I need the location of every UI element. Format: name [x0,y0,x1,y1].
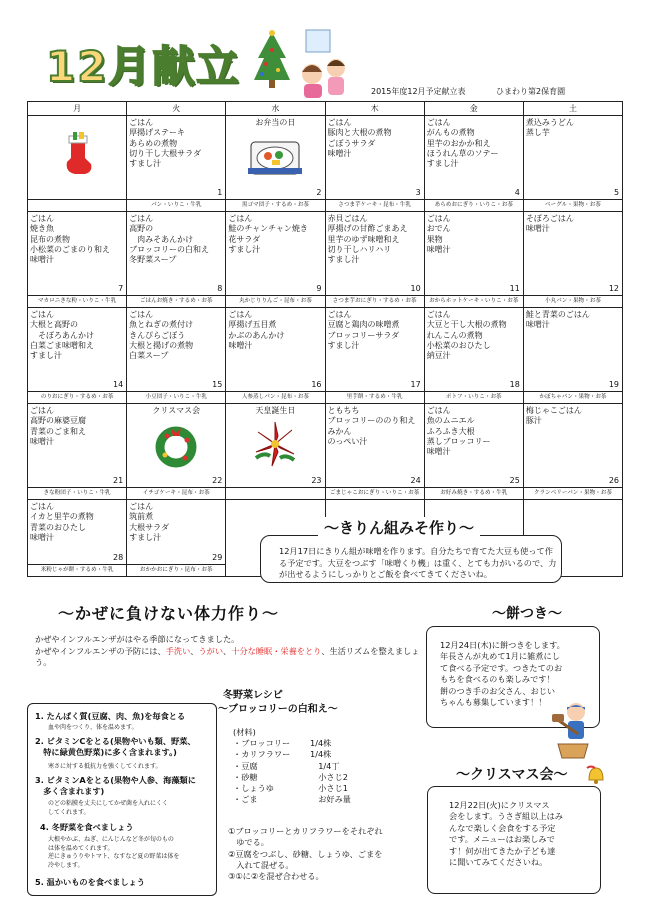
christmas-party-title: ～クリスマス会～ [456,767,568,783]
day-snack: のりおにぎり・するめ・お茶 [28,391,126,403]
day-menu [127,212,225,295]
kirin-miso-title: ～きりん組みそ作り～ [318,517,480,538]
day-menu [28,212,126,295]
day-number: 16 [311,379,322,389]
weekday-thu: 木 [326,102,425,115]
calendar-day-cell [425,404,524,499]
menu-items: 鮭と青菜のごはん 味噌汁 [525,310,590,330]
menu-calendar [27,101,623,577]
calendar-day-cell [226,116,325,211]
ingredient-row [233,761,351,772]
calendar-day-cell [425,212,524,307]
calendar-day-cell [127,212,226,307]
day-menu [326,308,424,391]
ingredient-name: ・ブロッコリー [233,738,291,749]
ingredient-row [233,738,351,749]
mochi-text: 12月24日(木)に餅つきをします。 年長さんが丸めて1月に雑煮にし て食べる予定です。つきたてのお もちを食べるのも楽しみです！ 餅のつき手のお父さん、おじい ちゃんも募集しています！！ [440,640,565,708]
tip-3-heading: 3. ビタミンAをとる(果物や人参、海藻類に 多く含まれます) [35,775,196,796]
day-number: 4 [514,187,520,197]
day-number: 19 [608,379,620,389]
calendar-day-cell [28,116,127,211]
tip-1-detail: 血や肉をつくり、体を温めます。 [48,724,138,731]
day-number: 9 [316,283,322,293]
calendar-week [27,211,623,307]
day-number: 24 [410,475,421,485]
calendar-day-cell [524,308,622,403]
calendar-day-cell [425,308,524,403]
day-snack: 小豆団子・いりこ・牛乳 [127,391,225,403]
day-menu [524,308,622,391]
day-snack: 里芋餅・するめ・牛乳 [326,391,424,403]
day-menu [28,116,126,199]
menu-items: ごはん 厚揚げステーキ あらめの煮物 切り干し大根サラダ すまし汁 [129,118,202,169]
calendar-weeks [27,115,623,577]
menu-items: ごはん がんもの煮物 里芋のおかか和え ほうれん草のソテー すまし汁 [426,118,499,169]
day-menu [425,212,523,295]
day-menu [28,308,126,391]
day-menu [127,500,225,564]
menu-items: ごはん 鮭のチャンチャン焼き 花サラダ すまし汁 [228,214,308,254]
tip-4-detail: 大根やかぶ、ねぎ、にんじんなど冬が旬のもの は体を温めてくれます。 逆にきゅうりやトマト、なすなど夏の野菜は体を 冷やします。 [48,836,180,869]
ingredient-row [233,794,351,805]
day-menu [127,404,225,487]
day-snack: 人参蒸しパン・昆布・お茶 [226,391,324,403]
cold-intro-sep2: 、 [223,645,232,656]
day-snack: 米粉じゃが餅・するめ・牛乳 [28,564,126,576]
day-menu [226,404,324,487]
ingredient-qty: お好み量 [310,794,351,805]
calendar-day-cell [425,116,524,211]
calendar-day-cell [127,404,226,499]
day-menu [226,308,324,391]
day-event: 天皇誕生日 [255,406,296,415]
weekday-tue: 火 [127,102,226,115]
ingredient-name: ・しょうゆ [233,783,274,794]
day-menu [524,116,622,199]
day-menu [127,308,225,391]
tip-3-detail: のどの粘膜を丈夫にしてかぜ菌を入れにくく してくれます。 [48,800,169,816]
day-number: 25 [509,475,520,485]
day-snack: あらめおにぎり・いりこ・お茶 [425,199,523,211]
calendar-day-cell [226,404,325,499]
bento-box-icon [248,138,302,178]
day-snack: きな粉団子・いりこ・牛乳 [28,487,126,499]
day-event: クリスマス会 [152,406,201,415]
day-snack: ごまじゃこおにぎり・いりこ・お茶 [326,487,424,499]
ingredient-qty: 1/4丁 [310,760,340,771]
weekday-fri: 金 [425,102,524,115]
calendar-day-cell [326,404,425,499]
menu-items: ともちち ブロッコリーののり和え みかん のっぺい汁 [327,406,416,446]
christmas-tree-children-illustration [250,28,355,100]
school-name: ひまわり第2保育園 [496,87,566,96]
ingredient-qty: 1/4株 [310,738,332,749]
day-number: 15 [212,379,223,389]
day-menu [326,116,424,199]
day-snack: かぼちゃパン・果物・お茶 [524,391,622,403]
day-number: 11 [509,283,520,293]
day-menu [524,212,622,295]
calendar-week [27,307,623,403]
day-snack [28,199,126,211]
tip-5-heading: 5. 温かいものを食べましょう [35,877,145,887]
calendar-day-cell [524,116,622,211]
ingredient-name: ・カリフラワー [233,749,291,760]
menu-items: ごはん 大根と高野の そぼろあんかけ 白菜ごま味噌和え すまし汁 [30,310,94,361]
mochi-title: ～餅つき～ [492,606,562,622]
calendar-day-cell [326,212,425,307]
day-menu [28,500,126,564]
menu-items: そぼろごはん 味噌汁 [525,214,574,234]
calendar-day-cell [127,500,226,576]
ingredient-qty: 1/4株 [310,749,332,760]
calendar-day-cell [326,308,425,403]
menu-items: ごはん 筑前煮 大根サラダ すまし汁 [129,502,170,542]
emphasis-sleep-nutrition: 十分な睡眠・栄養をとり [231,645,322,656]
poinsettia-icon [248,418,302,470]
day-number: 1 [217,187,223,197]
calendar-day-cell [127,308,226,403]
ingredient-qty: 小さじ1 [310,783,348,794]
day-snack: 丸かじりりんご・昆布・お茶 [226,295,324,307]
recipe-ingredients [233,727,351,805]
christmas-stocking-icon [57,132,97,176]
day-menu [524,404,622,487]
calendar-day-cell [524,212,622,307]
day-snack: おからホットケーキ・いりこ・お茶 [425,295,523,307]
cold-intro-sep1: 、 [190,645,199,656]
tip-2-detail: 寒さに対する抵抗力を強くしてくれます。 [48,763,162,770]
day-number: 23 [311,475,322,485]
menu-items: ごはん 豚肉と大根の煮物 ごぼうサラダ 味噌汁 [327,118,392,158]
day-snack: パン・いりこ・牛乳 [127,199,225,211]
menu-items: ごはん 高野の麻婆豆腐 青菜のごま和え 味噌汁 [30,406,86,446]
day-event: お弁当の日 [255,118,296,127]
bell-icon [583,764,609,786]
calendar-day-cell [326,116,425,211]
ingredient-name: ・豆腐 [233,760,258,771]
day-number: 26 [608,475,620,485]
emphasis-handwashing: 手洗い [165,645,191,656]
calendar-week [27,403,623,499]
day-menu [425,308,523,391]
day-snack: ポトフ・いりこ・お茶 [425,391,523,403]
day-menu [127,116,225,199]
day-snack: 小丸パン・果物・お茶 [524,295,622,307]
day-menu [425,404,523,487]
day-snack: さつま芋おにぎり・するめ・お茶 [326,295,424,307]
day-number: 14 [112,379,124,389]
ingredient-row [233,783,351,794]
day-snack: ごはんお焼き・するめ・お茶 [127,295,225,307]
day-number: 7 [118,283,124,293]
day-snack: おかかおにぎり・昆布・お茶 [127,564,225,576]
day-snack: イチゴケーキ・昆布・お茶 [127,487,225,499]
day-snack: お好み焼き・するめ・牛乳 [425,487,523,499]
page-title: 12月献立 [46,42,241,91]
menu-items: ごはん おでん 果物 味噌汁 [426,214,451,254]
tip-2-heading: 2. ビタミンCをとる(果物やいも類、野菜、 特に緑黄色野菜)に多く含まれます。) [35,736,196,757]
day-number: 8 [217,283,223,293]
calendar-day-cell [524,404,622,499]
day-number: 21 [112,475,124,485]
calendar-day-cell [226,308,325,403]
ingredient-name: ・ごま [233,794,258,805]
day-number: 17 [410,379,421,389]
weekday-header [27,101,623,115]
cold-intro-line2a: かぜやインフルエンザの予防には、 [35,645,166,656]
calendar-day-cell [226,212,325,307]
menu-items: ごはん 焼き魚 昆布の煮物 小松菜のごまのり和え 味噌汁 [30,214,110,265]
day-menu [226,116,324,199]
ingredient-qty: 小さじ2 [310,771,348,782]
calendar-day-cell [28,404,127,499]
tip-4-heading: 4. 冬野菜を食べましょう [40,822,134,832]
day-menu [28,404,126,487]
day-snack [226,487,324,499]
menu-items: 赤貝ごはん 厚揚げの甘酢ごまあえ 里芋のゆず味噌和え 切り干しハリハリ すまし汁 [327,214,408,265]
menu-items: ごはん イカと里芋の煮物 青菜のおひたし 味噌汁 [30,502,94,542]
day-number: 10 [410,283,421,293]
weekday-sat: 土 [568,104,577,113]
day-number: 28 [112,552,124,562]
day-snack: 黒ゴマ団子・するめ・お茶 [226,199,324,211]
menu-items: ごはん 厚揚げ五目煮 かぶのあんかけ 味噌汁 [228,310,285,350]
day-snack: クランベリーパン・果物・お茶 [524,487,622,499]
cold-prevention-intro [35,634,430,669]
ingredient-name: ・砂糖 [233,771,258,782]
christmas-party-text: 12月22日(火)にクリスマス 会をします。うさぎ組以上はみ んなで楽しく会食をする予定 です。メニューはお楽しみで す！何が出てきたか子ども達 に聞いてみてくださいね。 [449,800,563,868]
christmas-wreath-icon [151,422,201,470]
day-menu [425,116,523,199]
day-number: 18 [509,379,520,389]
cold-prevention-title: ～かぜに負けない体力作り～ [58,604,280,623]
cold-intro-line1: かぜやインフルエンザがはやる季節になってきました。 [35,634,240,644]
mochi-pounding-child-icon [548,700,598,760]
day-number: 5 [613,187,620,197]
day-menu [226,212,324,295]
emphasis-gargling: うがい [198,645,224,656]
menu-items: ごはん 魚のムニエル ふろふき大根 蒸しブロッコリー 味噌汁 [426,406,491,457]
recipe-subtitle: ～ブロッコリーの白和え～ [218,704,338,715]
kirin-miso-text: 12月17日にきりん組が味噌を作ります。自分たちで育てた大豆も使って作る予定です。大豆をつぶす「味噌くり機」は重く、とても力がいるので、力が出せるようにしっかりとご飯を食べてきてくださいね。 [279,546,557,579]
ingredient-row [233,749,351,760]
menu-items: ごはん 魚とねぎの煮付け きんぴらごぼう 大根と揚げの煮物 白菜スープ [129,310,194,361]
day-snack: マカロニきな粉・いりこ・牛乳 [28,295,126,307]
calendar-day-cell [28,308,127,403]
day-number: 12 [608,283,620,293]
cold-intro-line2b: 、生活リズムを整えましょう。 [35,645,420,667]
calendar-day-cell [28,212,127,307]
menu-items: ごはん 高野の 肉みそあんかけ ブロッコリーの白和え 冬野菜スープ [129,214,210,265]
day-snack: ベーグル・果物・お茶 [524,199,622,211]
calendar-day-cell [127,116,226,211]
tip-1-heading: 1. たんぱく質(豆腐、肉、魚)を毎食とる [35,711,186,721]
weekday-mon: 月 [28,102,127,115]
menu-items: 梅じゃこごはん 豚汁 [525,406,582,426]
materials-label: (材料) [233,727,256,737]
menu-items: ごはん 大豆と干し大根の煮物 れんこんの煮物 小松菜のおひたし 納豆汁 [426,310,507,361]
weekday-wed: 水 [226,102,325,115]
day-snack: さつま芋ケーキ・昆布・牛乳 [326,199,424,211]
day-number: 3 [415,187,421,197]
recipe-steps: ①ブロッコリーとカリフラワーをそれぞれ ゆでる。 ②豆腐をつぶし、砂糖、しょうゆ、ごまを 入れて混ぜる。 ③①に②を混ぜ合わせる。 [228,826,383,882]
day-number: 29 [212,552,223,562]
day-number: 22 [212,475,223,485]
day-menu [326,404,424,487]
recipe-title: 冬野菜レシピ [223,690,283,701]
menu-items: ごはん 豆腐と鶏肉の味噌煮 ブロッコリーサラダ すまし汁 [327,310,400,350]
plan-title: 2015年度12月予定献立表 [371,87,466,96]
ingredient-row [233,772,351,783]
calendar-week [27,115,623,211]
cold-intro-line2 [35,646,430,669]
day-number: 2 [316,187,322,197]
menu-items: 煮込みうどん 蒸し芋 [525,118,574,138]
day-menu [326,212,424,295]
calendar-day-cell [28,500,127,576]
